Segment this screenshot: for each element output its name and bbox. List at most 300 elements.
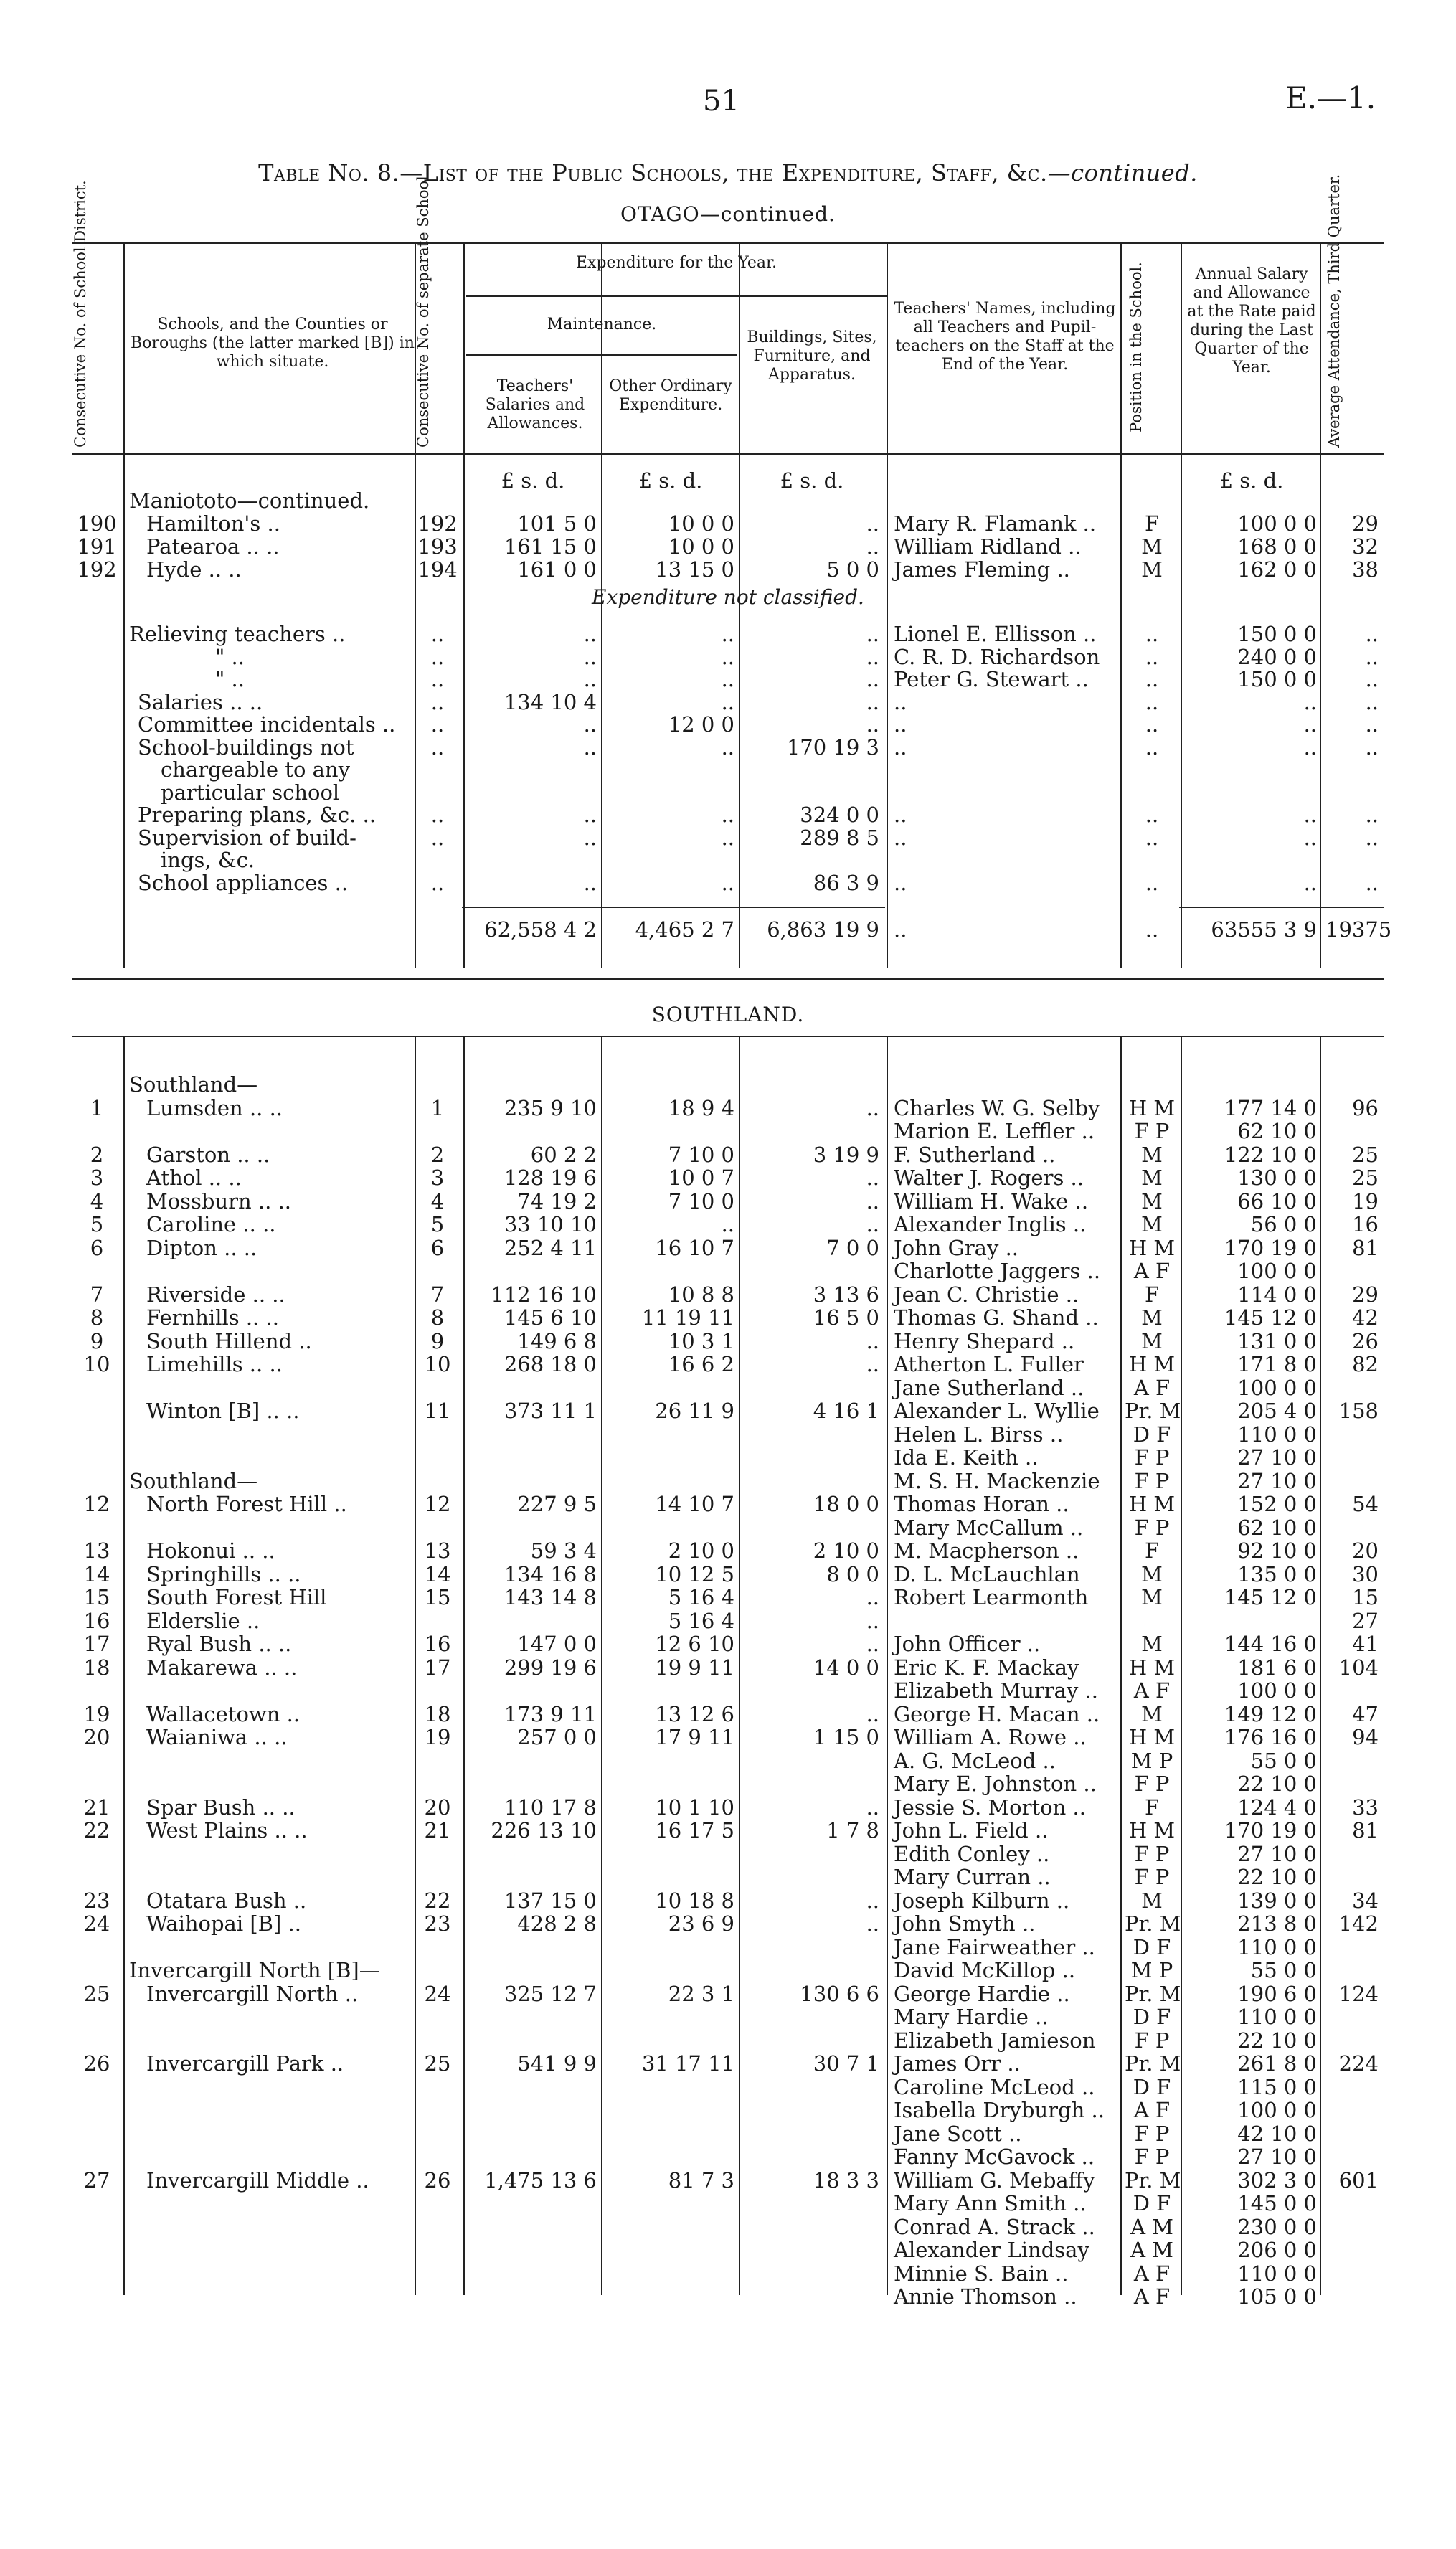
cell-bld: .. (866, 1212, 879, 1236)
cell-d: 25 (83, 1981, 110, 2006)
cell-t: Fanny McGavock .. (894, 2144, 1095, 2169)
cell-att (1325, 1865, 1379, 1888)
header-annual: Annual Salary and Allowance at the Rate paid during the Last Quarter of the Year. (1187, 265, 1316, 377)
cell-s (146, 1120, 412, 1143)
cell-n (415, 1376, 460, 1399)
cell-s: Patearoa .. .. (146, 534, 280, 559)
cell-a: 55 0 0 (1250, 1958, 1317, 1982)
cell-att: 15 (1352, 1585, 1379, 1609)
cell-sal (466, 2238, 597, 2261)
cell-oth (604, 2285, 734, 2308)
cell-p: .. (1145, 644, 1159, 669)
cell-a: 27 10 0 (1237, 1841, 1317, 1866)
cell-s: North Forest Hill .. (146, 1492, 347, 1516)
cell-p (1125, 1609, 1179, 1632)
header-top-rule (72, 242, 1384, 244)
cell-a: 145 0 0 (1237, 2191, 1317, 2215)
cell-att (1325, 758, 1379, 781)
cell-att: 34 (1352, 1888, 1379, 1913)
cell-sal: 325 12 7 (504, 1981, 597, 2006)
cell-oth: .. (721, 734, 734, 760)
cell-s (146, 1865, 412, 1888)
cell-t: John L. Field .. (894, 1818, 1049, 1843)
cell-a: 105 0 0 (1237, 2284, 1317, 2309)
cell-bld: .. (866, 1188, 879, 1214)
cell-sal: 173 9 11 (504, 1701, 597, 1726)
cell-p: D F (1133, 2005, 1171, 2029)
cell-d: 191 (77, 534, 117, 559)
total-t: .. (894, 917, 907, 942)
cell-n (415, 1609, 460, 1632)
cell-p: F P (1134, 1119, 1170, 1143)
cell-d: 7 (90, 1282, 104, 1307)
cell-t: Jane Sutherland .. (894, 1375, 1084, 1400)
cell-t: Peter G. Stewart .. (894, 667, 1089, 691)
cell-n: 6 (430, 1235, 445, 1260)
cell-s: Elderslie .. (146, 1608, 260, 1633)
cell-n: 2 (430, 1142, 445, 1167)
cell-n (415, 1446, 460, 1469)
cell-sal (466, 781, 597, 804)
header-bottom-rule (72, 453, 1384, 455)
cell-d: 27 (83, 2167, 110, 2193)
cell-a: 261 8 0 (1237, 2051, 1317, 2076)
cell-n: 9 (430, 1328, 445, 1353)
cell-bld: .. (866, 689, 879, 714)
title-suffix: —continued. (1047, 159, 1198, 186)
cell-bld: 18 3 3 (813, 2167, 879, 2193)
cell-att (1325, 1843, 1379, 1865)
cell-t: Charles W. G. Selby (894, 1095, 1100, 1120)
cell-t: William H. Wake .. (894, 1188, 1089, 1214)
cell-p: F P (1134, 1468, 1170, 1493)
cell-att: 94 (1352, 1725, 1379, 1749)
cell-bld (742, 2145, 879, 2168)
cell-a: 135 0 0 (1237, 1561, 1317, 1586)
cell-s: Committee incidentals .. (138, 712, 396, 737)
cell-d: 12 (83, 1492, 110, 1516)
cell-sal (466, 1936, 597, 1959)
cell-att (1325, 1936, 1379, 1959)
southland-top-rule (72, 1036, 1384, 1037)
cell-d: 18 (83, 1655, 110, 1680)
cell-n: .. (430, 667, 445, 691)
cell-att: 38 (1352, 557, 1379, 582)
cell-a: 100 0 0 (1237, 1375, 1317, 1400)
table-title (0, 159, 1456, 186)
cell-oth: 14 10 7 (655, 1492, 734, 1516)
cell-oth (604, 1376, 734, 1399)
cell-t: .. (894, 734, 907, 760)
cell-d: 20 (83, 1725, 110, 1749)
cell-oth (604, 2262, 734, 2285)
cell-t: .. (894, 712, 907, 737)
cell-p: .. (1145, 622, 1159, 646)
cell-bld: .. (866, 712, 879, 737)
cell-sal: .. (583, 870, 597, 895)
cell-t: Alexander Lindsay (894, 2238, 1089, 2262)
cell-att: 30 (1352, 1561, 1379, 1586)
cell-att (1325, 1259, 1379, 1282)
cell-sal (466, 1423, 597, 1446)
cell-att (1325, 2076, 1379, 2099)
cell-sal: 373 11 1 (504, 1399, 597, 1423)
cell-att: 33 (1352, 1794, 1379, 1820)
cell-d (72, 2262, 122, 2285)
cell-t (894, 1609, 1120, 1632)
cell-s (146, 1423, 412, 1446)
cell-sal: 101 5 0 (517, 511, 597, 536)
cell-att (1325, 2238, 1379, 2261)
cell-t: M. Macpherson .. (894, 1538, 1079, 1563)
cell-t: Alexander L. Wyllie (894, 1399, 1100, 1423)
cell-n (415, 1259, 460, 1282)
cell-t: Charlotte Jaggers .. (894, 1259, 1101, 1283)
cell-p: M (1141, 1212, 1163, 1236)
cell-oth: 12 0 0 (668, 712, 734, 737)
cell-bld: 18 0 0 (813, 1492, 879, 1516)
total-sal: 62,558 4 2 (484, 917, 597, 942)
cell-bld: 14 0 0 (813, 1655, 879, 1680)
cell-p: M (1141, 1305, 1163, 1330)
cell-a: .. (1303, 803, 1317, 827)
cell-s: Invercargill North .. (146, 1981, 359, 2006)
cell-bld (742, 1516, 879, 1539)
header-teachers: Teachers' Names, including all Teachers and Pupil-teachers on the Staff at the End of the Year. (894, 300, 1116, 374)
cell-att: 20 (1352, 1538, 1379, 1563)
cell-a: 114 0 0 (1237, 1282, 1317, 1307)
cell-bld: 1 7 8 (826, 1818, 879, 1843)
cell-bld (742, 1865, 879, 1888)
cell-t: Annie Thomson .. (894, 2284, 1077, 2309)
cell-bld (742, 1749, 879, 1772)
cell-a (1183, 781, 1317, 804)
cell-p: F P (1134, 1841, 1170, 1866)
cell-p: M (1141, 1701, 1163, 1726)
cell-s (146, 2099, 412, 2122)
cell-p: Pr. M (1125, 2051, 1181, 2076)
header-position: Position in the School. (1128, 262, 1145, 432)
cell-s: ings, &c. (161, 848, 255, 872)
column-rule (463, 1036, 465, 2295)
header-attendance: Average Attendance, Third Quarter. (1325, 174, 1343, 448)
cell-a: 100 0 0 (1237, 511, 1317, 536)
cell-d (72, 1843, 122, 1865)
cell-sal: .. (583, 622, 597, 646)
cell-d (72, 2192, 122, 2215)
column-rule (601, 1036, 602, 2295)
cell-a: 115 0 0 (1237, 2074, 1317, 2099)
cell-t: Walter J. Rogers .. (894, 1165, 1084, 1190)
cell-p: F P (1134, 2121, 1170, 2146)
cell-oth (604, 1446, 734, 1469)
cell-s (146, 2029, 412, 2052)
cell-s: Spar Bush .. .. (146, 1794, 296, 1820)
cell-att: .. (1365, 689, 1379, 714)
cell-bld: 8 0 0 (826, 1561, 879, 1586)
cell-n (415, 2029, 460, 2052)
cell-att (1325, 2192, 1379, 2215)
cell-d: 22 (83, 1818, 110, 1843)
cell-p: F (1144, 1538, 1160, 1563)
cell-t (894, 758, 1120, 781)
cell-t: Mary Ann Smith .. (894, 2191, 1087, 2215)
cell-p: H M (1128, 1655, 1176, 1680)
cell-p: .. (1145, 689, 1159, 714)
header-rule (739, 295, 740, 453)
cell-p: F P (1134, 1445, 1170, 1470)
cell-sal: 161 0 0 (517, 557, 597, 582)
cell-d: 5 (90, 1212, 104, 1236)
cell-bld (742, 758, 879, 781)
cell-oth (604, 1843, 734, 1865)
header-schools: Schools, and the Counties or Boroughs (the latter marked [B]) in which situate. (131, 316, 415, 371)
cell-a: 177 14 0 (1224, 1095, 1317, 1120)
cell-s: Invercargill North [B]— (129, 1958, 380, 1982)
cell-s: Salaries .. .. (138, 689, 263, 714)
cell-p: H M (1128, 1725, 1176, 1749)
cell-oth: 19 9 11 (655, 1655, 734, 1680)
cell-t: Ida E. Keith .. (894, 1445, 1039, 1470)
cell-sal: 137 15 0 (504, 1888, 597, 1913)
cell-att: .. (1365, 734, 1379, 760)
cell-att: 27 (1352, 1608, 1379, 1633)
cell-a: 139 0 0 (1237, 1888, 1317, 1913)
column-rule (739, 1036, 740, 2295)
cell-p: M (1141, 1165, 1163, 1190)
cell-sal (466, 1470, 597, 1493)
cell-sal: .. (583, 667, 597, 691)
cell-n: 5 (430, 1212, 445, 1236)
cell-sal (466, 1772, 597, 1795)
cell-att: 158 (1338, 1399, 1379, 1423)
cell-a: 176 16 0 (1224, 1725, 1317, 1749)
cell-bld: .. (866, 1328, 879, 1353)
cell-oth: .. (721, 644, 734, 669)
cell-bld: 289 8 5 (800, 825, 879, 850)
cell-bld (742, 2099, 879, 2122)
cell-d (72, 1959, 122, 1982)
cell-t: Marion E. Leffler .. (894, 1119, 1095, 1143)
cell-n (415, 1772, 460, 1795)
cell-sal: 74 19 2 (517, 1188, 597, 1214)
cell-bld: 3 19 9 (813, 1142, 879, 1167)
cell-a: 145 12 0 (1224, 1585, 1317, 1609)
cell-bld: 7 0 0 (826, 1235, 879, 1260)
cell-bld (742, 1470, 879, 1493)
cell-s: Invercargill Park .. (146, 2051, 344, 2076)
cell-p: M P (1130, 1958, 1173, 1982)
total-oth: 4,465 2 7 (635, 917, 734, 942)
cell-sal (466, 2076, 597, 2099)
cell-bld (742, 1772, 879, 1795)
cell-sal (466, 1609, 597, 1632)
cell-p: F (1144, 511, 1160, 536)
cell-a: 206 0 0 (1237, 2238, 1317, 2262)
cell-a: 145 12 0 (1224, 1305, 1317, 1330)
cell-n (415, 2262, 460, 2285)
cell-att (1325, 489, 1379, 512)
cell-s: Hamilton's .. (146, 511, 280, 536)
cell-d (72, 1446, 122, 1469)
cell-sal (466, 2192, 597, 2215)
cell-t: Conrad A. Strack .. (894, 2214, 1095, 2239)
cell-p: Pr. M (1125, 2167, 1181, 2193)
cell-s: chargeable to any (161, 757, 350, 782)
cell-p: .. (1145, 667, 1159, 691)
cell-a (1183, 758, 1317, 781)
cell-p: H M (1128, 1818, 1176, 1843)
cell-t: Mary Hardie .. (894, 2005, 1049, 2029)
cell-oth: 17 9 11 (655, 1725, 734, 1749)
cell-d (72, 1772, 122, 1795)
cell-t: Eric K. F. Mackay (894, 1655, 1079, 1680)
cell-sal (466, 2215, 597, 2238)
cell-n (415, 1423, 460, 1446)
cell-p (1125, 489, 1179, 512)
cell-n: 18 (424, 1701, 451, 1726)
cell-sal (466, 1446, 597, 1469)
cell-t: Helen L. Birss .. (894, 1422, 1064, 1447)
cell-d: 21 (83, 1794, 110, 1820)
cell-t: Thomas Horan .. (894, 1492, 1069, 1516)
cell-t: Elizabeth Murray .. (894, 1678, 1098, 1703)
document-reference: E.—1. (1285, 80, 1376, 115)
cell-sal: 149 6 8 (517, 1328, 597, 1353)
cell-n: 14 (424, 1561, 451, 1586)
cell-a: .. (1303, 712, 1317, 737)
cell-bld (742, 2029, 879, 2052)
cell-d: 23 (83, 1888, 110, 1913)
cell-sal (466, 1959, 597, 1982)
cell-bld (742, 1679, 879, 1702)
cell-p: .. (1145, 870, 1159, 895)
cell-sal: 268 18 0 (504, 1352, 597, 1376)
cell-d (72, 2215, 122, 2238)
cell-s (146, 1446, 412, 1469)
cell-n: 20 (424, 1794, 451, 1820)
cell-d: 16 (83, 1608, 110, 1633)
cell-p (1125, 1073, 1179, 1096)
cell-oth: 13 15 0 (655, 557, 734, 582)
cell-s (146, 1259, 412, 1282)
cell-t: David McKillop .. (894, 1958, 1076, 1982)
cell-sal (466, 1376, 597, 1399)
southland-heading: SOUTHLAND. (651, 1003, 805, 1026)
cell-att (1325, 2145, 1379, 2168)
expenditure-not-classified-heading: Expenditure not classified. (592, 585, 864, 609)
cell-att: 81 (1352, 1235, 1379, 1260)
cell-t: James Fleming .. (894, 557, 1070, 582)
header-consec-district: Consecutive No. of School District. (72, 180, 89, 448)
cell-n: 7 (430, 1282, 445, 1307)
cell-att (1325, 2122, 1379, 2145)
cell-att (1325, 2005, 1379, 2028)
cell-t: Atherton L. Fuller (894, 1352, 1084, 1376)
cell-d (72, 2005, 122, 2028)
cell-n (415, 1936, 460, 1959)
cell-d (72, 2029, 122, 2052)
cell-oth (604, 2029, 734, 2052)
cell-s: Hyde .. .. (146, 557, 242, 582)
cell-s: Mossburn .. .. (146, 1188, 292, 1214)
cell-p: M (1141, 1561, 1163, 1586)
cell-n (415, 1679, 460, 1702)
cell-att (1325, 1749, 1379, 1772)
cell-oth: .. (721, 689, 734, 714)
cell-att: 82 (1352, 1352, 1379, 1376)
cell-a: 302 3 0 (1237, 2167, 1317, 2193)
cell-d: 192 (77, 557, 117, 582)
cell-n: .. (430, 622, 445, 646)
cell-p: M (1141, 1585, 1163, 1609)
cell-att (1325, 2029, 1379, 2052)
header-buildings: Buildings, Sites, Furniture, and Apparatus. (747, 328, 877, 384)
cell-p: A M (1130, 2238, 1173, 2262)
cell-s (146, 2076, 412, 2099)
cell-a: 42 10 0 (1237, 2121, 1317, 2146)
totals-rule-left (462, 907, 885, 908)
cell-sal: .. (583, 644, 597, 669)
cell-t: M. S. H. Mackenzie (894, 1468, 1100, 1493)
cell-a: 55 0 0 (1250, 1748, 1317, 1773)
cell-oth: 7 10 0 (668, 1188, 734, 1214)
cell-n: 22 (424, 1888, 451, 1913)
cell-t: Jean C. Christie .. (894, 1282, 1079, 1307)
cell-n: 10 (424, 1352, 451, 1376)
cell-s: particular school (161, 780, 340, 805)
cell-n (415, 1959, 460, 1982)
cell-sal (466, 2262, 597, 2285)
cell-a: 122 10 0 (1224, 1142, 1317, 1167)
cell-sal: 226 13 10 (491, 1818, 597, 1843)
title-prefix: Table No. 8.— (258, 159, 423, 186)
cell-a: 22 10 0 (1237, 2028, 1317, 2053)
cell-a: 100 0 0 (1237, 2098, 1317, 2122)
cell-a: 110 0 0 (1237, 2005, 1317, 2029)
cell-n (415, 1470, 460, 1493)
cell-oth: 10 0 7 (668, 1165, 734, 1190)
column-rule (1120, 1036, 1122, 2295)
cell-bld (742, 2122, 879, 2145)
cell-sal: 60 2 2 (530, 1142, 597, 1167)
cell-a: 92 10 0 (1237, 1538, 1317, 1563)
cell-p: H M (1128, 1235, 1176, 1260)
cell-att: .. (1365, 803, 1379, 827)
cell-sal (466, 1516, 597, 1539)
cell-oth (604, 1679, 734, 1702)
cell-oth: .. (721, 825, 734, 850)
cell-a: .. (1303, 870, 1317, 895)
cell-a: 27 10 0 (1237, 1468, 1317, 1493)
cell-bld (742, 2262, 879, 2285)
cell-t: John Smyth .. (894, 1911, 1036, 1936)
cell-t: George Hardie .. (894, 1981, 1070, 2006)
cell-bld: 4 16 1 (813, 1399, 879, 1423)
cell-n: 8 (430, 1305, 445, 1330)
cell-sal: 252 4 11 (504, 1235, 597, 1260)
cell-t: .. (894, 870, 907, 895)
cell-p: A F (1133, 2284, 1171, 2309)
cell-s: Lumsden .. .. (146, 1095, 283, 1120)
cell-a: 171 8 0 (1237, 1352, 1317, 1376)
cell-p: F P (1134, 1865, 1170, 1889)
cell-oth (604, 1749, 734, 1772)
header-salaries: Teachers' Salaries and Allowances. (485, 377, 585, 432)
cell-s: Dipton .. .. (146, 1235, 257, 1260)
cell-sal: 134 10 4 (504, 689, 597, 714)
cell-p: H M (1128, 1095, 1176, 1120)
